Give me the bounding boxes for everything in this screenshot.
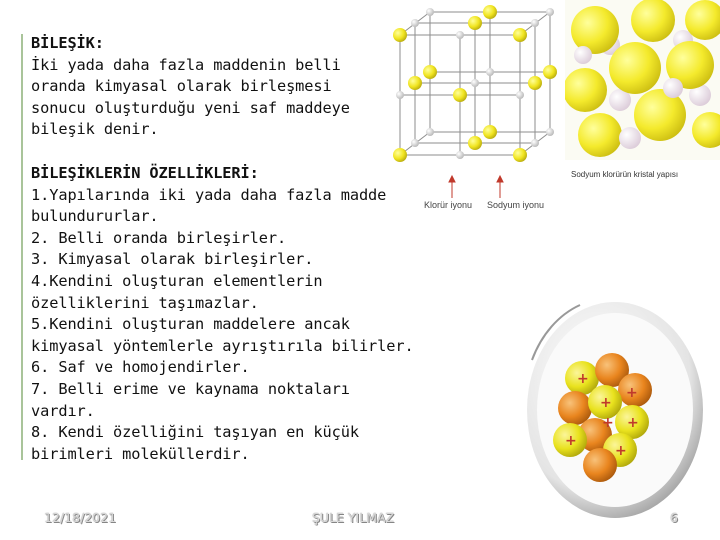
property-line: 1.Yapılarında iki yada daha fazla madde	[31, 185, 387, 204]
atom-nucleus-image	[520, 300, 720, 525]
property-line: 6. Saf ve homojendirler.	[31, 358, 250, 377]
property-line: 2. Belli oranda birleşirler.	[31, 228, 287, 247]
definition-line: İki yada daha fazla maddenin belli	[31, 55, 341, 74]
svg-text:+: +	[627, 415, 639, 431]
property-line: bulundururlar.	[31, 207, 159, 226]
svg-text:+: +	[577, 371, 589, 387]
property-line: 4.Kendini oluşturan elementlerin	[31, 271, 323, 290]
svg-text:+: +	[602, 415, 614, 431]
crystal-caption: Sodyum klorürün kristal yapısı	[571, 170, 679, 179]
definition-line: oranda kimyasal olarak birleşmesi	[31, 77, 332, 96]
property-line: 7. Belli erime ve kaynama noktaları	[31, 379, 350, 398]
svg-text:+: +	[615, 443, 627, 459]
property-line: birimleri moleküllerdir.	[31, 444, 250, 463]
svg-text:+: +	[626, 385, 638, 401]
definition-heading: BİLEŞİK:	[31, 34, 104, 52]
property-line: kimyasal yöntemlerle ayrıştırıla bilirler.	[31, 336, 414, 355]
footer-author: ŞULE YILMAZ	[312, 510, 395, 525]
property-line: özelliklerini taşımazlar.	[31, 293, 259, 312]
slide-text	[31, 33, 421, 465]
svg-text:+: +	[600, 395, 612, 411]
property-line: 5.Kendini oluşturan maddelere ancak	[31, 315, 350, 334]
property-line: 3. Kimyasal olarak birleşirler.	[31, 250, 314, 269]
property-line: vardır.	[31, 401, 95, 420]
chloride-ion-label: Klorür iyonu	[424, 200, 473, 210]
sodium-ion-label: Sodyum iyonu	[487, 200, 545, 210]
properties-heading: BİLEŞİKLERİN ÖZELLİKLERİ:	[31, 163, 259, 182]
svg-text:+: +	[565, 433, 577, 449]
definition-line: sonucu oluşturduğu yeni saf maddeye	[31, 98, 350, 117]
property-line: 8. Kendi özelliğini taşıyan en küçük	[31, 423, 359, 442]
lattice-diagram	[380, 0, 570, 215]
accent-bar	[21, 34, 23, 460]
footer-page-number: 6	[670, 510, 678, 525]
crystal-model-image	[565, 0, 720, 165]
footer-date: 12/18/2021	[44, 510, 117, 525]
definition-line: bileşik denir.	[31, 120, 159, 139]
